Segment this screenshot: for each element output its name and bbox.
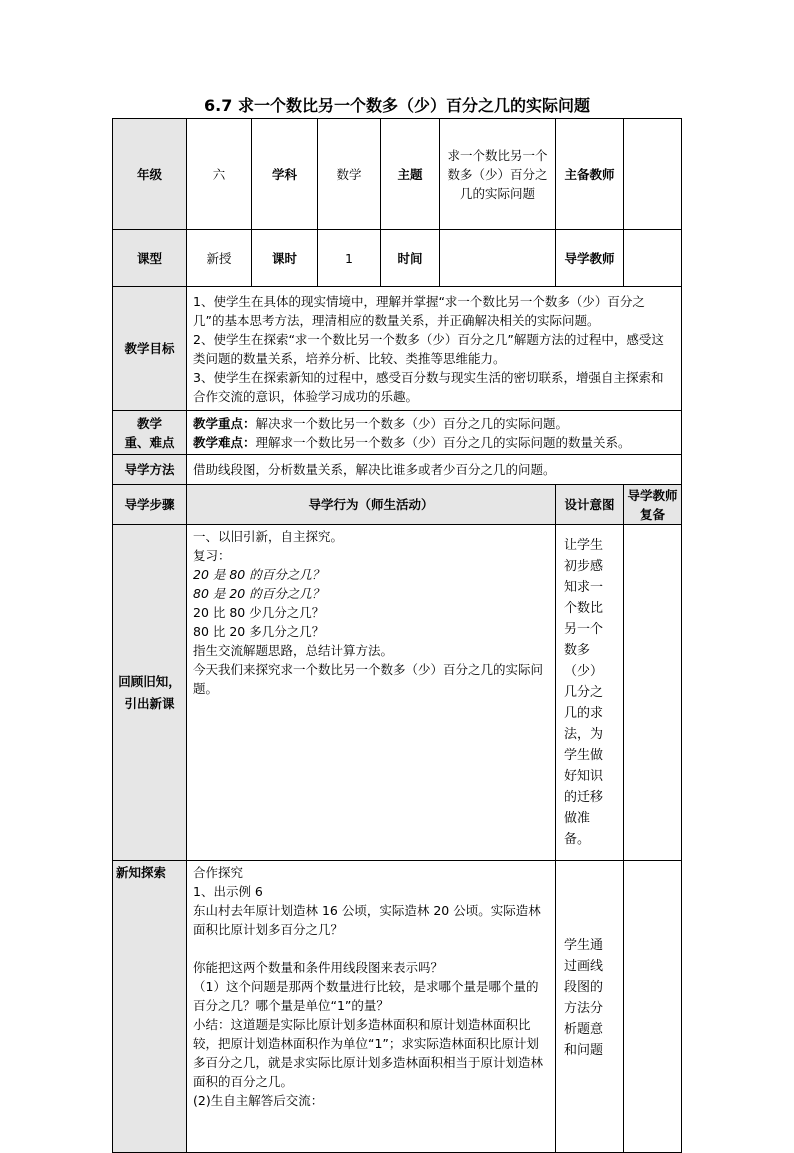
- guide-teacher-label: 导学教师: [556, 230, 624, 287]
- section1-line: 80 比 20 多几分之几？: [193, 624, 325, 639]
- section1-review: [624, 525, 682, 861]
- section1-line: 20 是 80 的百分之几？: [193, 567, 325, 582]
- steps-header-row: [113, 485, 682, 525]
- section2-step: 新知探索: [113, 861, 187, 1153]
- review-header-line2: 复备: [640, 506, 666, 522]
- section2-row: [113, 861, 682, 1153]
- intent-header: 设计意图: [556, 485, 624, 525]
- lesson-plan-table: [112, 118, 682, 1153]
- section1-line: 复习：: [193, 548, 231, 563]
- grade-label: 年级: [113, 119, 187, 230]
- lesson-type-value: 新授: [187, 230, 252, 287]
- main-teacher-label: 主备教师: [556, 119, 624, 230]
- step-header: 导学步骤: [113, 485, 187, 525]
- info-row-1: [113, 119, 682, 230]
- section2-line: 东山村去年原计划造林 16 公顷，实际造林 20 公顷。实际造林面积比原计划多百分之几？: [193, 903, 541, 937]
- topic-label: 主题: [381, 119, 440, 230]
- info-row-2: [113, 230, 682, 287]
- goals-row: [113, 287, 682, 411]
- section1-step: 回顾旧知，引出新课: [113, 525, 187, 861]
- focus-text: 解决求一个数比另一个数多（少）百分之几的实际问题。: [255, 415, 569, 431]
- key-points-row: [113, 411, 682, 455]
- period-value: 1: [318, 230, 381, 287]
- goal-item: 3、使学生在探索新知的过程中，感受百分数与现实生活的密切联系，增强自主探索和合作交流的意识，体验学习成功的乐趣。: [193, 369, 664, 404]
- key-points-label: [113, 411, 187, 455]
- difficulty-line: [193, 433, 675, 452]
- section2-line: （1）这个问题是那两个数量进行比较，是求哪个量是哪个量的百分之几？哪个量是单位“1”的量？: [193, 979, 539, 1013]
- main-teacher-value: [624, 119, 682, 230]
- goal-item: 2、使学生在探索“求一个数比另一个数多（少）百分之几”解题方法的过程中，感受这类问题的数量关系，培养分析、比较、类推等思维能力。: [193, 331, 664, 366]
- section2-line: 你能把这两个数量和条件用线段图来表示吗？: [193, 960, 444, 975]
- key-points-content: [187, 411, 682, 455]
- section1-line: 一、以旧引新，自主探究。: [193, 529, 344, 544]
- subject-value: 数学: [318, 119, 381, 230]
- section2-review: [624, 861, 682, 1153]
- section2-line: 1、出示例 6: [193, 884, 263, 899]
- section1-line: 20 比 80 少几分之几？: [193, 605, 325, 620]
- key-points-label-line1: 教学: [136, 415, 162, 431]
- lesson-type-label: 课型: [113, 230, 187, 287]
- goals-content: [187, 287, 682, 411]
- section1-content: [187, 525, 556, 861]
- grade-value: 六: [187, 119, 252, 230]
- section1-row: [113, 525, 682, 861]
- section1-line: 80 是 20 的百分之几？: [193, 586, 325, 601]
- method-text: 借助线段图，分析数量关系，解决比谁多或者少百分之几的问题。: [187, 455, 682, 485]
- section2-line: (2)生自主解答后交流：: [193, 1093, 324, 1108]
- action-header: 导学行为（师生活动）: [187, 485, 556, 525]
- section1-line: 指生交流解题思路，总结计算方法。: [193, 643, 394, 658]
- key-points-label-line2: 重、难点: [124, 434, 175, 450]
- focus-line: [193, 414, 675, 433]
- time-value: [440, 230, 556, 287]
- goals-label: 教学目标: [113, 287, 187, 411]
- section2-intent: 学生通过画线段图的方法分析题意和问题: [556, 861, 624, 1153]
- page-title: 6.7 求一个数比另一个数多（少）百分之几的实际问题: [204, 96, 590, 115]
- section2-content: [187, 861, 556, 1153]
- section1-intent: 让学生初步感知求一个数比另一个数多（少）几分之几的求法，为学生做好知识的迁移做准备。: [556, 525, 624, 861]
- difficulty-label: 教学难点：: [193, 434, 256, 450]
- subject-label: 学科: [252, 119, 318, 230]
- focus-label: 教学重点：: [193, 415, 256, 431]
- section1-line: 今天我们来探究求一个数比另一个数多（少）百分之几的实际问题。: [193, 662, 544, 696]
- goal-item: 1、使学生在具体的现实情境中，理解并掌握“求一个数比另一个数多（少）百分之几”的基本思考方法，理清相应的数量关系，并正确解决相关的实际问题。: [193, 293, 645, 328]
- method-label: 导学方法: [113, 455, 187, 485]
- topic-value: 求一个数比另一个数多（少）百分之几的实际问题: [440, 119, 556, 230]
- difficulty-text: 理解求一个数比另一个数多（少）百分之几的实际问题的数量关系。: [255, 434, 631, 450]
- review-header-line1: 导学教师: [627, 487, 678, 503]
- period-label: 课时: [252, 230, 318, 287]
- section2-line: 小结：这道题是实际比原计划多造林面积和原计划造林面积比较，把原计划造林面积作为单位“1”；求实际造林面积比原计划多百分之几，就是求实际比原计划多造林面积相当于原计划造林面积的百分之几。: [193, 1017, 544, 1089]
- review-header: [624, 485, 682, 525]
- time-label: 时间: [381, 230, 440, 287]
- section2-line: 合作探究: [193, 865, 244, 880]
- method-row: [113, 455, 682, 485]
- section2-blank-line: [193, 939, 549, 958]
- guide-teacher-value: [624, 230, 682, 287]
